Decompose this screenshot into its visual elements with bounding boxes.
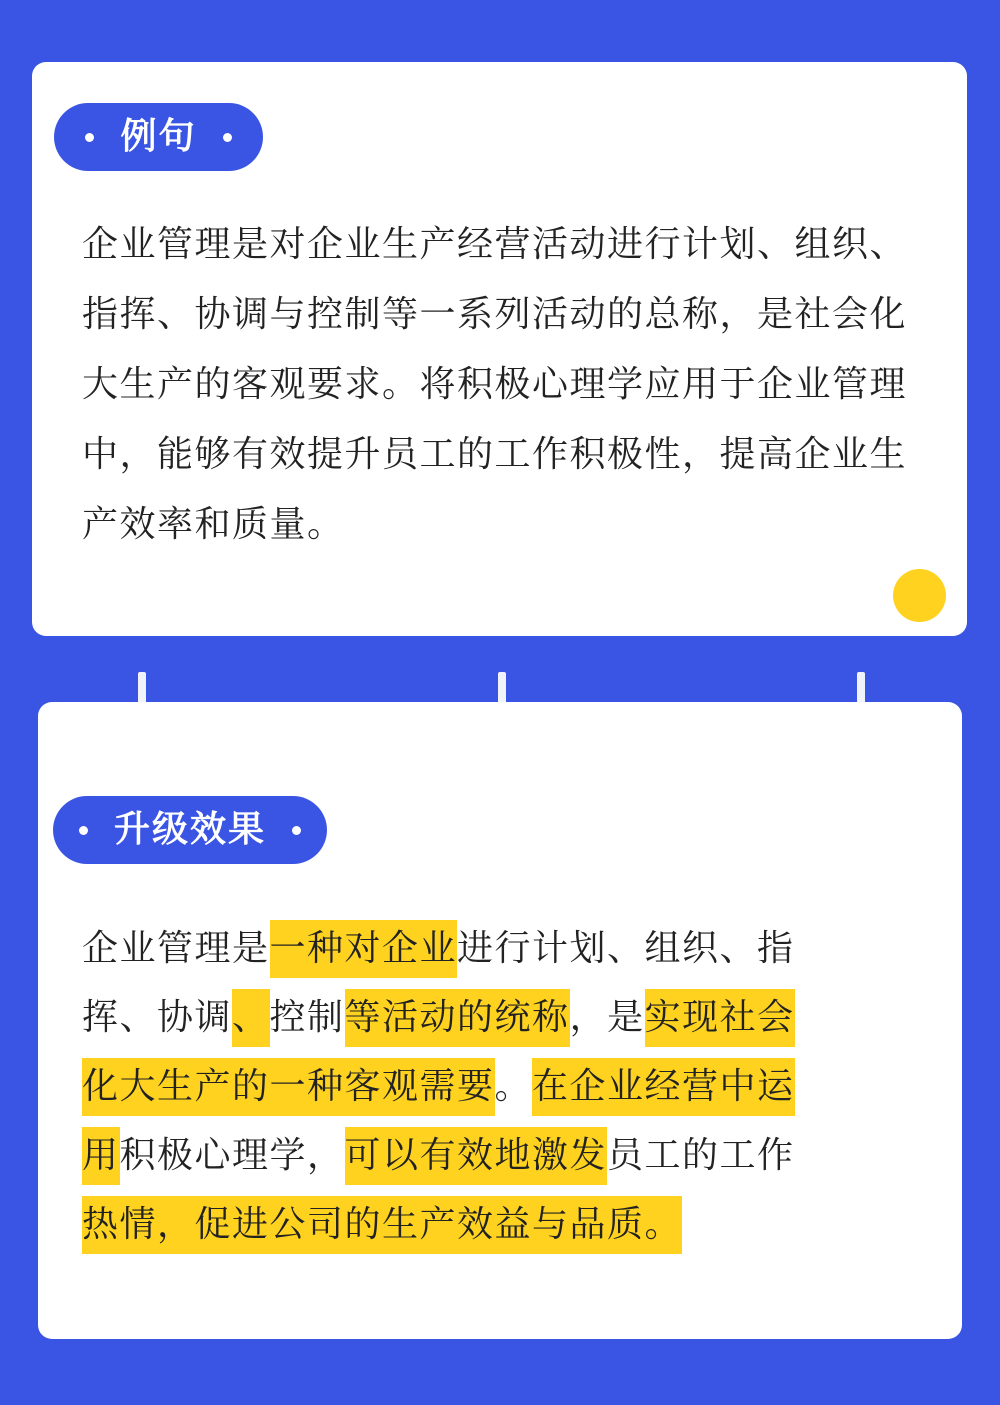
dot-icon — [79, 826, 88, 835]
text-line — [82, 1190, 932, 1259]
example-card — [32, 62, 967, 636]
highlighted-phrase: 在企业经营中运 — [532, 1058, 795, 1116]
upgrade-paragraph — [82, 914, 932, 1259]
text-line — [82, 983, 932, 1052]
highlighted-phrase: 用 — [82, 1127, 120, 1185]
highlighted-phrase: 一种对企业 — [270, 920, 458, 978]
text-line — [82, 1121, 932, 1190]
highlighted-phrase: 实现社会 — [645, 989, 795, 1047]
dot-icon — [223, 133, 232, 142]
text-segment: 挥、协调 — [82, 997, 233, 1038]
example-badge — [54, 103, 263, 171]
text-segment: 控制 — [269, 997, 345, 1038]
text-segment: 积极心理学， — [119, 1135, 345, 1176]
text-segment: 企业管理是 — [82, 928, 270, 969]
text-segment: ，是 — [569, 997, 645, 1038]
yellow-circle-decoration — [893, 569, 946, 622]
highlighted-phrase: 热情，促进公司的生产效益与品质。 — [82, 1196, 682, 1254]
text-segment: 进行计划、组织、指 — [457, 928, 795, 969]
upgrade-badge — [53, 796, 327, 864]
text-segment: 。 — [494, 1066, 533, 1107]
text-line — [82, 1052, 932, 1121]
dot-icon — [85, 133, 94, 142]
upgrade-card — [38, 702, 962, 1339]
highlighted-phrase: 可以有效地激发 — [345, 1127, 608, 1185]
example-paragraph: 企业管理是对企业生产经营活动进行计划、组织、指挥、协调与控制等一系列活动的总称，是社会化大生产的客观要求。将积极心理学应用于企业管理中，能够有效提升员工的工作积极性，提高企业生产效率和质量。 — [82, 224, 908, 545]
highlighted-phrase: 等活动的统称 — [345, 989, 570, 1047]
dot-icon — [292, 826, 301, 835]
example-badge-label: 例句 — [120, 116, 197, 157]
highlighted-phrase: 化大生产的一种客观需要 — [82, 1058, 495, 1116]
text-line — [82, 914, 932, 983]
text-segment: 员工的工作 — [607, 1135, 795, 1176]
upgrade-badge-label: 升级效果 — [113, 809, 266, 850]
highlighted-phrase: 、 — [232, 989, 270, 1047]
